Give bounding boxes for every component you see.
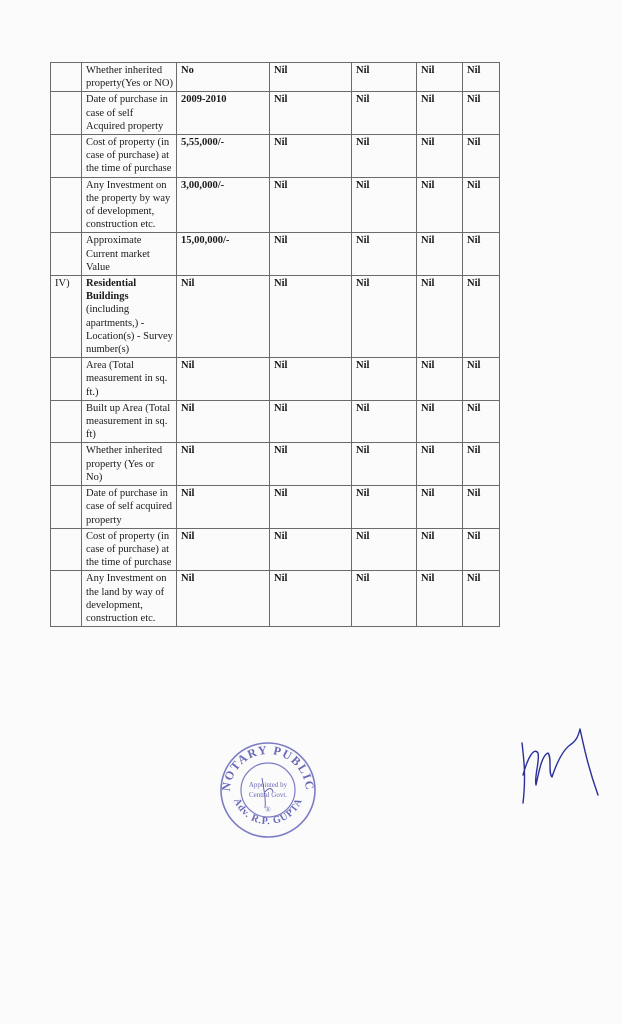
value-cell: 2009-2010: [177, 92, 270, 135]
value-cell: Nil: [352, 443, 417, 486]
value-cell: Nil: [463, 358, 500, 401]
description-text: Whether inherited property (Yes or No): [86, 445, 163, 483]
table-row: [51, 358, 500, 401]
value-cell: Nil: [270, 358, 352, 401]
value-cell: Nil: [417, 358, 463, 401]
stamp-outer-text: NOTARY PUBLIC: [218, 742, 318, 792]
description-text: Approximate Current market Value: [86, 235, 150, 273]
serial-number-cell: [51, 443, 82, 486]
value-cell: Nil: [417, 528, 463, 571]
signature: [512, 715, 604, 810]
value-cell: Nil: [177, 400, 270, 443]
value-cell: Nil: [463, 571, 500, 627]
value-cell: Nil: [352, 400, 417, 443]
table-row: [51, 233, 500, 276]
notary-stamp: [218, 740, 318, 840]
value-cell: Nil: [352, 233, 417, 276]
value-cell: Nil: [463, 276, 500, 358]
description-text: Date of purchase in case of self acquired property: [86, 488, 172, 526]
serial-number-cell: [51, 92, 82, 135]
serial-number-cell: [51, 177, 82, 233]
description-cell: [82, 443, 177, 486]
description-cell: [82, 135, 177, 178]
table-row: [51, 571, 500, 627]
description-cell: [82, 486, 177, 529]
table-row: [51, 177, 500, 233]
table-row: [51, 135, 500, 178]
value-cell: Nil: [177, 571, 270, 627]
value-cell: Nil: [417, 92, 463, 135]
value-cell: 15,00,000/-: [177, 233, 270, 276]
table-row: [51, 63, 500, 92]
value-cell: Nil: [352, 276, 417, 358]
description-cell: [82, 528, 177, 571]
value-cell: Nil: [270, 177, 352, 233]
description-cell: [82, 358, 177, 401]
serial-number-cell: [51, 528, 82, 571]
value-cell: Nil: [352, 92, 417, 135]
value-cell: Nil: [463, 92, 500, 135]
value-cell: Nil: [270, 443, 352, 486]
value-cell: Nil: [177, 528, 270, 571]
serial-number-cell: [51, 486, 82, 529]
description-text: Date of purchase in case of self Acquired property: [86, 94, 168, 132]
value-cell: Nil: [463, 528, 500, 571]
description-text: Any Investment on the property by way of development, construction etc.: [86, 179, 171, 231]
description-text: (including apartments,) -Location(s) - Survey number(s): [86, 304, 173, 356]
description-text: Area (Total measurement in sq. ft.): [86, 360, 168, 398]
value-cell: Nil: [270, 486, 352, 529]
value-cell: Nil: [177, 276, 270, 358]
value-cell: Nil: [352, 177, 417, 233]
value-cell: Nil: [463, 63, 500, 92]
stamp-lower-text: Adv. R.P. GUPTA: [231, 796, 305, 828]
table-row: [51, 276, 500, 358]
value-cell: Nil: [270, 400, 352, 443]
value-cell: Nil: [463, 135, 500, 178]
serial-number-cell: IV): [51, 276, 82, 358]
description-text: Whether inherited property(Yes or NO): [86, 65, 174, 90]
table-row: [51, 486, 500, 529]
value-cell: Nil: [352, 571, 417, 627]
value-cell: Nil: [270, 135, 352, 178]
value-cell: Nil: [352, 528, 417, 571]
description-cell: [82, 63, 177, 92]
value-cell: Nil: [417, 276, 463, 358]
description-cell: [82, 177, 177, 233]
value-cell: Nil: [417, 233, 463, 276]
value-cell: Nil: [417, 486, 463, 529]
value-cell: 3,00,000/-: [177, 177, 270, 233]
value-cell: Nil: [463, 400, 500, 443]
description-cell: [82, 400, 177, 443]
value-cell: 5,55,000/-: [177, 135, 270, 178]
description-text: Cost of property (in case of purchase) at the time of purchase: [86, 530, 172, 569]
description-heading: Residential Buildings: [86, 278, 137, 303]
value-cell: Nil: [463, 233, 500, 276]
description-text: Built up Area (Total measurement in sq. ft): [86, 402, 171, 441]
value-cell: No: [177, 63, 270, 92]
serial-number-cell: [51, 135, 82, 178]
serial-number-cell: [51, 63, 82, 92]
value-cell: Nil: [463, 177, 500, 233]
description-cell: [82, 92, 177, 135]
value-cell: Nil: [270, 233, 352, 276]
value-cell: Nil: [463, 486, 500, 529]
value-cell: Nil: [270, 276, 352, 358]
value-cell: Nil: [417, 177, 463, 233]
description-cell: [82, 276, 177, 358]
stamp-inner-line1: Appointed by: [248, 781, 288, 789]
serial-number-cell: [51, 358, 82, 401]
value-cell: Nil: [270, 92, 352, 135]
value-cell: Nil: [417, 135, 463, 178]
serial-number-cell: [51, 400, 82, 443]
value-cell: Nil: [417, 63, 463, 92]
value-cell: Nil: [417, 400, 463, 443]
table-row: [51, 400, 500, 443]
table-row: [51, 528, 500, 571]
table-row: [51, 92, 500, 135]
assets-table: [50, 62, 500, 627]
stamp-registered-mark: ®: [265, 806, 271, 814]
stamp-inner-line2: Central Govt.: [248, 791, 288, 799]
description-cell: [82, 571, 177, 627]
value-cell: Nil: [352, 486, 417, 529]
value-cell: Nil: [352, 135, 417, 178]
serial-number-cell: [51, 571, 82, 627]
value-cell: Nil: [270, 571, 352, 627]
value-cell: Nil: [270, 528, 352, 571]
value-cell: Nil: [270, 63, 352, 92]
description-cell: [82, 233, 177, 276]
description-text: Any Investment on the land by way of development, construction etc.: [86, 573, 167, 624]
table-row: [51, 443, 500, 486]
value-cell: Nil: [177, 443, 270, 486]
value-cell: Nil: [417, 571, 463, 627]
value-cell: Nil: [352, 63, 417, 92]
serial-number-cell: [51, 233, 82, 276]
value-cell: Nil: [463, 443, 500, 486]
value-cell: Nil: [177, 358, 270, 401]
value-cell: Nil: [417, 443, 463, 486]
description-text: Cost of property (in case of purchase) at the time of purchase: [86, 137, 172, 175]
value-cell: Nil: [352, 358, 417, 401]
value-cell: Nil: [177, 486, 270, 529]
